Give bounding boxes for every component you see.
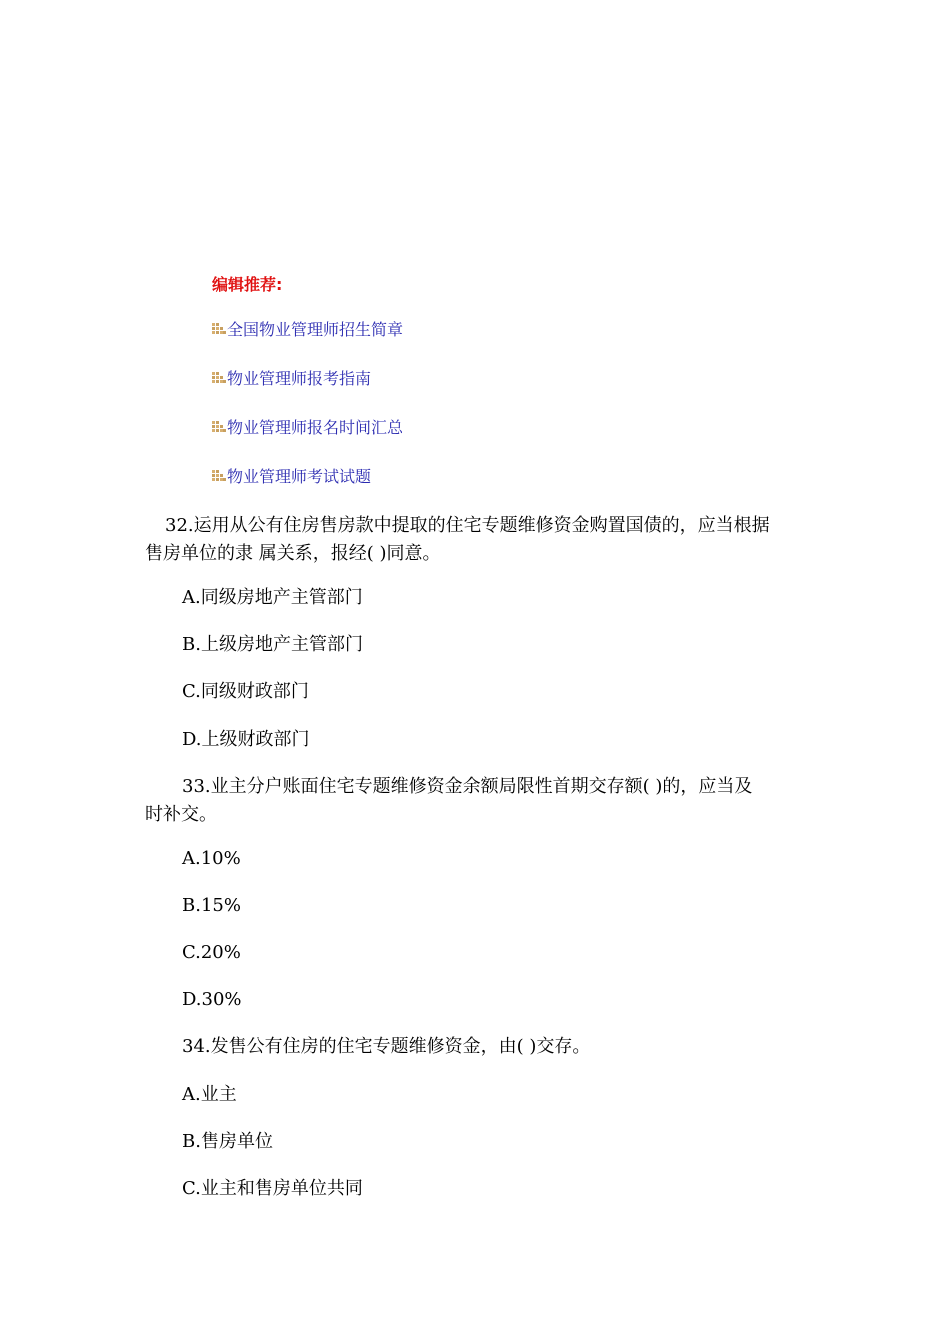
question-text-line: 33.业主分户账面住宅专题维修资金余额局限性首期交存额( )的，应当及 (182, 776, 753, 797)
option-d: D.30% (182, 989, 242, 1010)
recommend-link-label: 物业管理师考试试题 (227, 467, 372, 486)
grid-bullet-icon (212, 470, 226, 481)
grid-bullet-icon (212, 421, 226, 432)
option-a: A.同级房地产主管部门 (182, 587, 363, 608)
question-text-line: 售房单位的隶 属关系，报经( )同意。 (145, 543, 441, 564)
option-a: A.业主 (182, 1084, 237, 1105)
option-d: D.上级财政部门 (182, 729, 310, 750)
option-a: A.10% (182, 848, 241, 869)
question-32 (145, 512, 810, 568)
recommend-link-label: 物业管理师报考指南 (227, 369, 372, 388)
option-b: B.售房单位 (182, 1131, 273, 1152)
question-text-line: 时补交。 (145, 804, 217, 825)
option-b: B.上级房地产主管部门 (182, 634, 363, 655)
recommend-link-4[interactable] (212, 464, 371, 487)
question-34: 34.发售公有住房的住宅专题维修资金，由( )交存。 (182, 1036, 591, 1057)
option-c: C.同级财政部门 (182, 681, 309, 702)
recommend-link-label: 全国物业管理师招生简章 (227, 320, 404, 339)
recommend-title: 编辑推荐: (212, 275, 283, 294)
recommend-link-2[interactable] (212, 366, 371, 389)
option-b: B.15% (182, 895, 241, 916)
question-text-line: 32.运用从公有住房售房款中提取的住宅专题维修资金购置国债的，应当根据 (165, 515, 770, 536)
option-c: C.20% (182, 942, 241, 963)
recommend-link-label: 物业管理师报名时间汇总 (227, 418, 404, 437)
question-33 (145, 773, 810, 829)
option-c: C.业主和售房单位共同 (182, 1178, 363, 1199)
recommend-link-1[interactable] (212, 317, 403, 340)
grid-bullet-icon (212, 372, 226, 383)
recommend-link-3[interactable] (212, 415, 403, 438)
grid-bullet-icon (212, 323, 226, 334)
